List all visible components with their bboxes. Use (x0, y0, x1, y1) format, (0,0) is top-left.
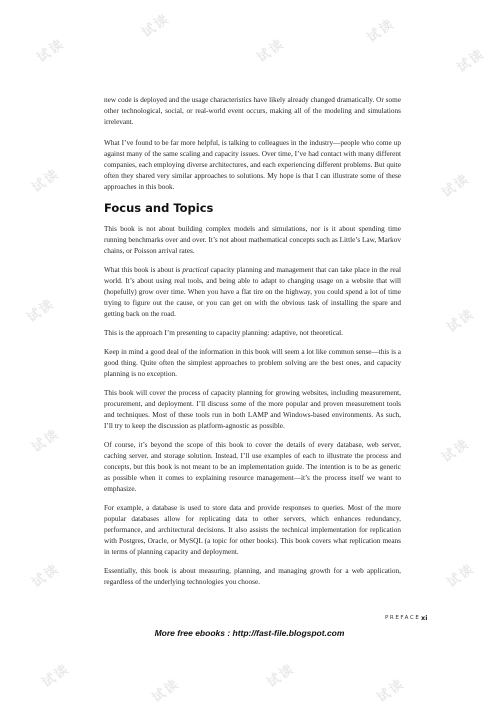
watermark: 试读 (444, 306, 478, 336)
watermark: 试读 (444, 561, 478, 591)
paragraph: This book will cover the process of capacity planning for growing websites, including measurement, procurement, and deployment. I’ll discuss some of the more popular and proven measurement tools and techniques. Most of these tools run in both LAMP and Windows-based environments. As such, I’ll try to keep the discussion as platform-agnostic as possible. (104, 389, 401, 430)
paragraph-text: capacity planning and management that can take place in the real world. It’s about using real tools, and being able to adapt to changing usage on a website that will (hopefully) grow over time. When you have a flat tire on the highway, you could spend a lot of time trying to figure out the cause, or you can get on with the obvious task of installing the spare and getting back on the road. (104, 266, 401, 318)
watermark: 试读 (454, 46, 488, 76)
watermark: 试读 (374, 676, 408, 706)
watermark: 试读 (24, 296, 58, 326)
paragraph: Essentially, this book is about measuring, planning, and managing growth for a web application, regardless of the underlying technologies you choose. (104, 567, 401, 586)
watermark: 试读 (149, 676, 183, 706)
watermark: 试读 (29, 166, 63, 196)
paragraph (104, 265, 401, 320)
watermark: 试读 (364, 16, 398, 46)
watermark: 试读 (29, 561, 63, 591)
paragraph: This is the approach I’m presenting to capacity planning: adaptive, not theoretical. (104, 329, 343, 337)
watermark: 试读 (29, 426, 63, 456)
paragraph: Keep in mind a good deal of the information in this book will seem a lot like common sense—this is a good thing. Quite often the simplest approaches to problem solving are the best ones, and capacity planning is no exception. (104, 348, 401, 378)
paragraph: What I’ve found to be far more helpful, is talking to colleagues in the industry—people who come up against many of the same scaling and capacity issues. Over time, I’ve had contact with many different companies, each employing diverse architectures, and each experiencing different problems. But quite often they shared very similar approaches to solutions. My hope is that I can illustrate some of these approaches in this book. (104, 139, 401, 191)
paragraph: For example, a database is used to store data and provide responses to queries. Most of the more popular databases allow for replicating data to other servers, which enhances redundancy, performance, and architectural decisions. It also assists the technical implementation for replication with Postgres, Oracle, or MySQL (a topic for other books). This book covers what replication means in terms of planning capacity and deployment. (104, 504, 401, 556)
page-number: xi (421, 614, 428, 622)
watermark: 试读 (439, 171, 473, 201)
watermark: 试读 (264, 661, 298, 691)
watermark: 试读 (139, 11, 173, 41)
paragraph-text: What this book is about is (104, 266, 183, 274)
watermark: 试读 (439, 436, 473, 466)
paragraph: new code is deployed and the usage characteristics have likely already changed dramatically. Or some other technological, social, or real-world event occurs, making all of the modeling and simulations irrelevant. (104, 96, 401, 126)
paragraph: Of course, it’s beyond the scope of this book to cover the details of every database, web server, caching server, and storage solution. Instead, I’ll use examples of each to illustrate the process and concepts, but this book is not meant to be an implementation guide. The intention is to be as generic as possible when it comes to explaining resource management—it’s the process itself we want to emphasize. (104, 441, 401, 493)
body-text (104, 95, 401, 596)
section-heading: Focus and Topics (104, 201, 214, 215)
paragraph: This book is not about building complex models and simulations, nor is it about spending time running benchmarks over and over. It’s not about mathematical concepts such as Little’s Law, Markov chains, or Poisson arrival rates. (104, 225, 401, 255)
running-head: PREFACE (385, 615, 421, 621)
watermark: 试读 (34, 36, 68, 66)
watermark: 试读 (254, 36, 288, 66)
ebook-link-line[interactable]: More free ebooks : http://fast-file.blogspot.com (154, 628, 345, 638)
emphasis-text: practical (182, 266, 209, 274)
watermark: 试读 (39, 661, 73, 691)
